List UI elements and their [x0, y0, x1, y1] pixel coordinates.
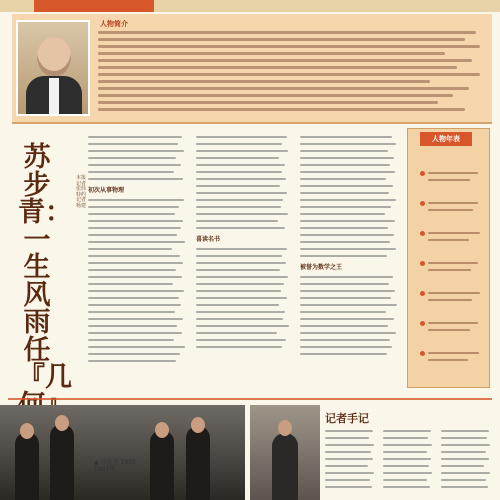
timeline-text	[428, 209, 473, 211]
reporter-notes-title: 记者手记	[325, 412, 369, 425]
timeline-dot	[420, 201, 425, 206]
timeline-dot	[420, 231, 425, 236]
photo-person	[50, 424, 74, 500]
timeline-dot	[420, 321, 425, 326]
timeline-text	[428, 292, 480, 294]
timeline-text	[428, 352, 479, 354]
timeline-sidebar	[407, 128, 490, 388]
timeline-text	[428, 232, 480, 234]
photo-face	[55, 415, 69, 431]
article-section-heading: 初次从事物理	[88, 187, 125, 194]
timeline-dot	[420, 171, 425, 176]
sidebar-title: 人物年表	[420, 132, 472, 146]
bio-label: 人物简介	[100, 20, 128, 28]
article-column-2	[196, 136, 290, 389]
timeline-text	[428, 239, 469, 241]
timeline-text	[428, 299, 472, 301]
timeline-text	[428, 202, 478, 204]
portrait-head	[37, 37, 71, 77]
photo-person	[186, 426, 210, 500]
article-section-heading: 喜读名书	[196, 236, 221, 243]
timeline-text	[428, 329, 470, 331]
group-photo	[0, 405, 245, 500]
photo-figure	[272, 433, 298, 500]
timeline-text	[428, 359, 468, 361]
timeline-dot	[420, 291, 425, 296]
portrait-photo	[16, 20, 90, 116]
timeline-dot	[420, 261, 425, 266]
photo-face	[20, 423, 34, 439]
article-title: 苏步青：一生风雨任『几	[18, 142, 72, 394]
timeline-text	[428, 179, 470, 181]
timeline-text	[428, 262, 478, 264]
article-column-1	[88, 136, 186, 389]
article-column-3	[300, 136, 398, 389]
timeline-text	[428, 172, 478, 174]
photo-face	[278, 420, 292, 436]
bio-text-block	[98, 31, 484, 115]
article-section-heading: 被誉为数学之王	[300, 264, 343, 271]
author-info: 本报记者 张炜 特约记者 杨建	[76, 175, 87, 209]
reporter-notes-text	[325, 430, 495, 497]
portrait-shirt	[49, 78, 59, 116]
photo-person	[150, 430, 174, 500]
photo-face	[155, 422, 169, 438]
photo-caption: ▲ 苏步青 1902-1981年	[94, 459, 138, 474]
top-banner-strip	[0, 0, 500, 12]
section-divider	[8, 398, 492, 400]
small-photo	[250, 405, 320, 500]
photo-person	[15, 432, 39, 500]
timeline-text	[428, 322, 478, 324]
photo-face	[191, 417, 205, 433]
timeline-text	[428, 269, 471, 271]
timeline-dot	[420, 351, 425, 356]
